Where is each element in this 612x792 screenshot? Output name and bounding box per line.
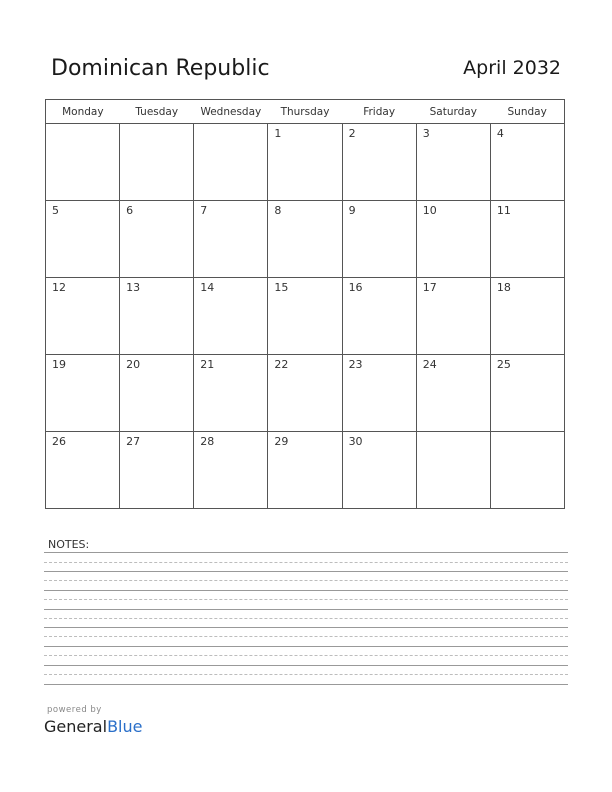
day-number: 27 [126, 435, 141, 448]
week-row [46, 278, 565, 355]
notes-line [44, 627, 568, 628]
notes-guide-line [44, 618, 568, 619]
day-number: 11 [496, 204, 511, 217]
week-row [46, 201, 565, 278]
day-cell [416, 201, 490, 278]
calendar-grid [45, 99, 565, 509]
notes-line [44, 684, 568, 685]
brand-name-part2: Blue [107, 717, 143, 736]
month-year-label: April 2032 [463, 57, 561, 79]
day-number: 13 [126, 281, 141, 294]
notes-guide-line [44, 599, 568, 600]
day-number: 22 [274, 358, 289, 371]
day-cell [46, 278, 120, 355]
notes-line [44, 571, 568, 572]
page-title: Dominican Republic [51, 56, 270, 81]
day-cell [490, 278, 564, 355]
day-number: 18 [496, 281, 511, 294]
day-cell [194, 201, 268, 278]
notes-line [44, 590, 568, 591]
brand-logo [44, 717, 142, 736]
notes-guide-line [44, 655, 568, 656]
day-number: 2 [348, 127, 356, 140]
notes-guide-line [44, 580, 568, 581]
day-number: 8 [274, 204, 282, 217]
day-number [417, 432, 490, 435]
day-number: 3 [422, 127, 430, 140]
week-row [46, 355, 565, 432]
notes-guide-line [44, 674, 568, 675]
weekday-header: Thursday [268, 100, 342, 124]
day-cell [416, 278, 490, 355]
day-number: 30 [348, 435, 363, 448]
day-cell [194, 278, 268, 355]
weekday-header: Saturday [416, 100, 490, 124]
notes-line [44, 646, 568, 647]
day-number: 1 [274, 127, 282, 140]
day-cell [342, 201, 416, 278]
day-cell [194, 124, 268, 201]
notes-line [44, 665, 568, 666]
notes-line [44, 552, 568, 553]
day-number: 24 [422, 358, 437, 371]
day-cell [120, 124, 194, 201]
powered-by-label: powered by [47, 705, 102, 715]
notes-line [44, 609, 568, 610]
day-cell [490, 201, 564, 278]
day-number: 16 [348, 281, 363, 294]
day-cell [342, 278, 416, 355]
day-number: 26 [52, 435, 66, 448]
day-cell [194, 432, 268, 509]
day-cell [416, 124, 490, 201]
day-cell [46, 432, 120, 509]
weekday-header: Tuesday [120, 100, 194, 124]
day-number: 12 [52, 281, 66, 294]
day-cell [120, 432, 194, 509]
weekday-header: Friday [342, 100, 416, 124]
week-row [46, 432, 565, 509]
day-number: 28 [200, 435, 215, 448]
day-cell [120, 278, 194, 355]
day-number: 7 [200, 204, 208, 217]
day-cell [342, 355, 416, 432]
day-number [46, 124, 119, 127]
day-number: 19 [52, 358, 66, 371]
notes-guide-line [44, 636, 568, 637]
day-cell [416, 355, 490, 432]
brand-name-part1: General [44, 717, 108, 736]
day-number [491, 432, 564, 435]
day-cell [342, 124, 416, 201]
day-number [194, 124, 267, 127]
day-number: 17 [422, 281, 437, 294]
notes-label: NOTES: [48, 538, 90, 551]
day-cell [194, 355, 268, 432]
day-number: 4 [496, 127, 504, 140]
day-number: 29 [274, 435, 289, 448]
day-number: 9 [348, 204, 356, 217]
day-number: 15 [274, 281, 289, 294]
day-cell [46, 355, 120, 432]
day-cell [46, 201, 120, 278]
day-cell [490, 432, 564, 509]
day-cell [120, 201, 194, 278]
day-cell [268, 124, 342, 201]
day-number: 23 [348, 358, 363, 371]
day-cell [268, 432, 342, 509]
day-cell [342, 432, 416, 509]
day-cell [268, 355, 342, 432]
day-cell [268, 278, 342, 355]
day-number: 6 [126, 204, 134, 217]
day-number: 5 [52, 204, 59, 217]
day-number: 21 [200, 358, 215, 371]
day-cell [490, 124, 564, 201]
day-number: 14 [200, 281, 215, 294]
day-number: 20 [126, 358, 141, 371]
weekday-header-row [46, 100, 565, 124]
notes-guide-line [44, 562, 568, 563]
weekday-header: Monday [46, 100, 120, 124]
day-number: 25 [496, 358, 511, 371]
day-cell [416, 432, 490, 509]
day-cell [46, 124, 120, 201]
day-cell [490, 355, 564, 432]
day-cell [268, 201, 342, 278]
weekday-header: Wednesday [194, 100, 268, 124]
day-cell [120, 355, 194, 432]
weekday-header: Sunday [490, 100, 564, 124]
week-row [46, 124, 565, 201]
day-number [120, 124, 193, 127]
day-number: 10 [422, 204, 437, 217]
